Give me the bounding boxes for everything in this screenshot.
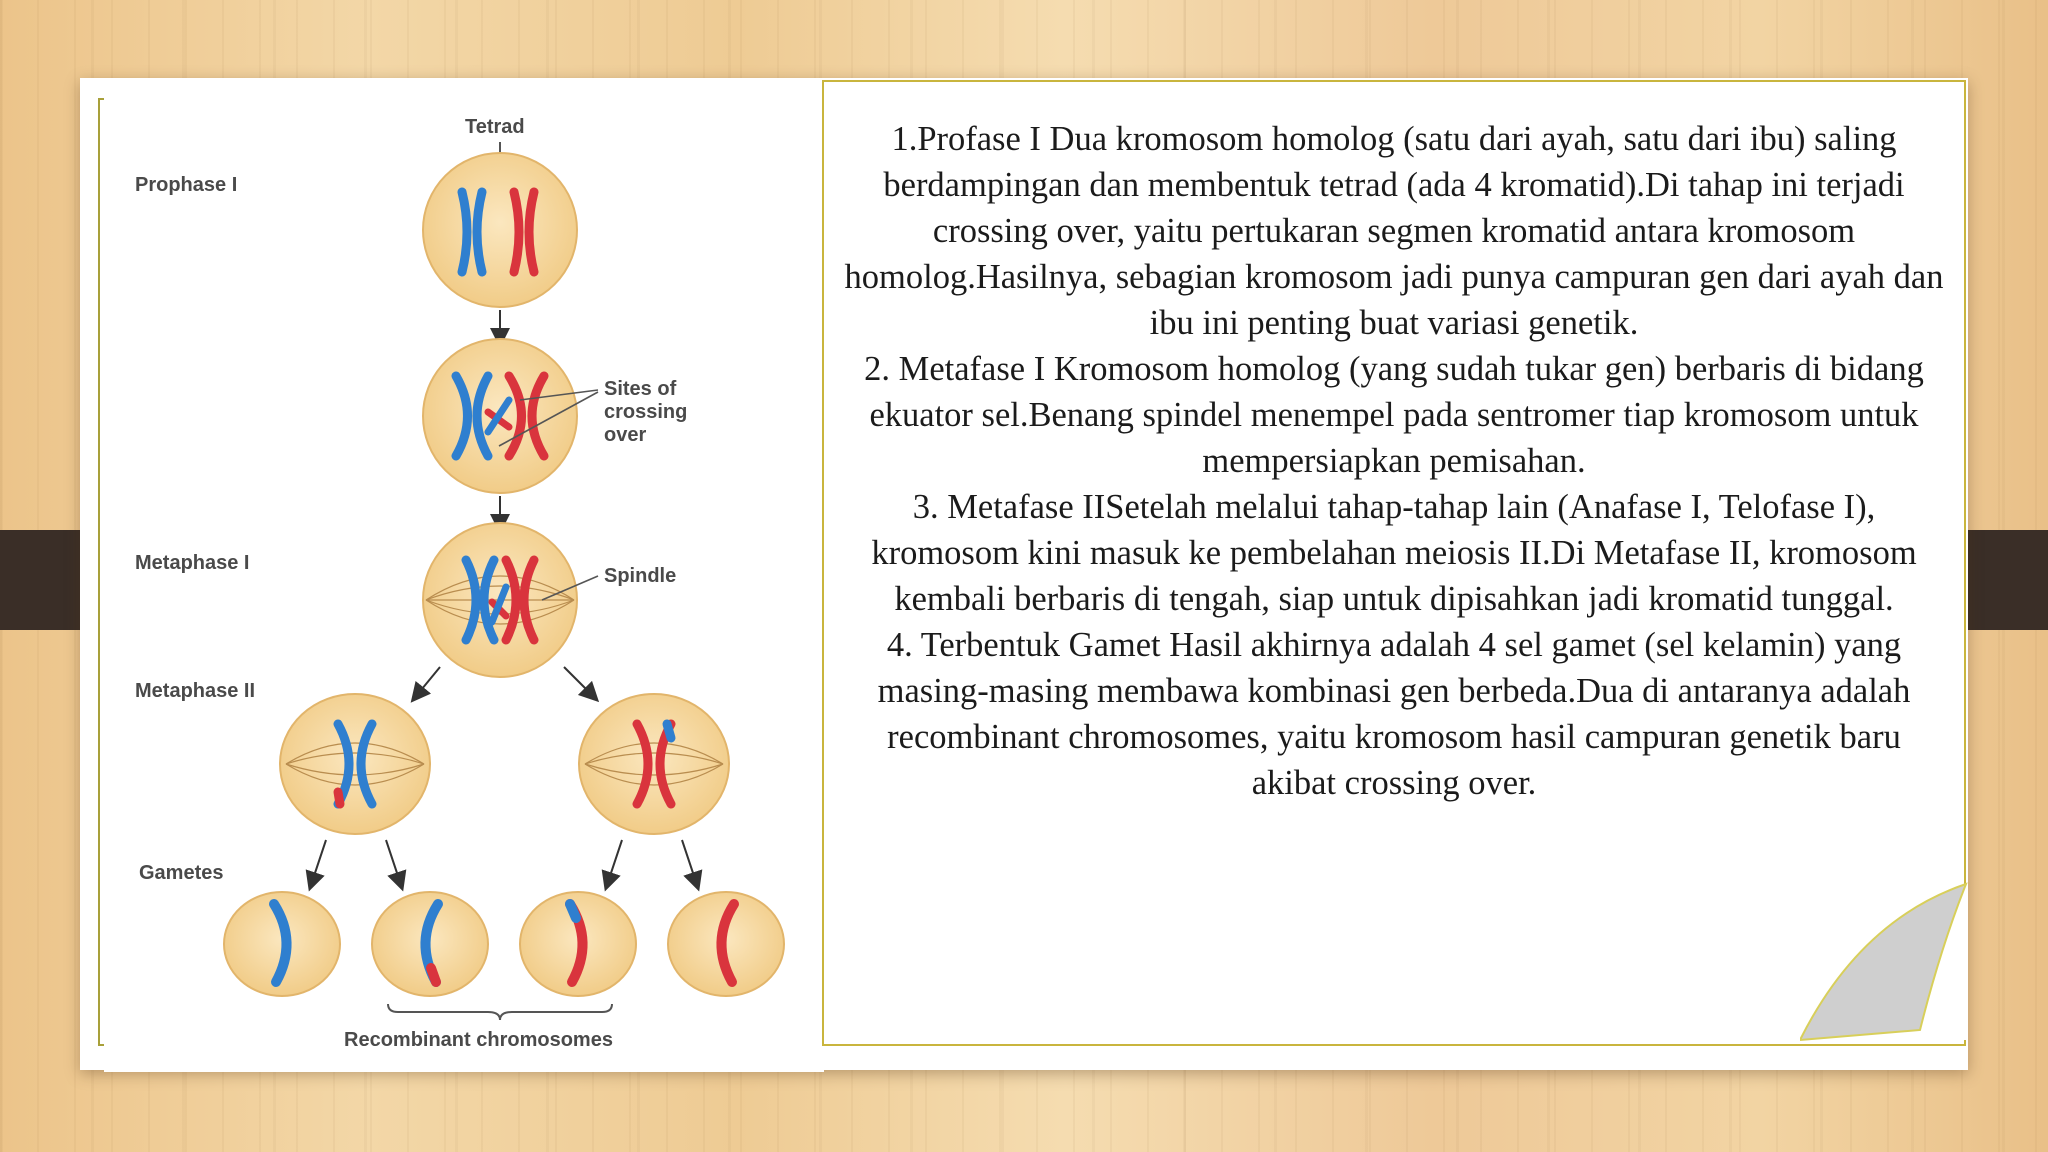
gamete-1 xyxy=(224,892,340,996)
label-prophase-1: Prophase I xyxy=(135,174,238,196)
arrow-gamete-3 xyxy=(608,840,622,882)
decorative-band-right xyxy=(1958,530,2048,630)
label-recombinant-chromosomes: Recombinant chromosomes xyxy=(344,1029,613,1051)
label-sites-line3: over xyxy=(604,424,647,446)
gamete-4 xyxy=(668,892,784,996)
page-curl-decoration xyxy=(1800,880,1970,1050)
label-sites-line1: Sites of xyxy=(604,378,677,400)
label-metaphase-2: Metaphase II xyxy=(135,680,256,702)
text-panel xyxy=(822,80,1966,1046)
meiosis-diagram-svg xyxy=(104,82,824,1072)
label-metaphase-1: Metaphase I xyxy=(135,552,250,574)
arrow-metaphase1-right xyxy=(564,667,592,695)
recombinant-bracket xyxy=(388,1004,612,1020)
metaphase-2-cell-left xyxy=(280,694,430,834)
arrow-gamete-4 xyxy=(682,840,696,882)
metaphase-1-cell xyxy=(423,523,577,677)
label-gametes: Gametes xyxy=(139,862,224,884)
label-spindle: Spindle xyxy=(604,565,677,587)
prophase-cell xyxy=(423,153,577,307)
gamete-2 xyxy=(372,892,488,996)
gamete-3 xyxy=(520,892,636,996)
arrow-gamete-2 xyxy=(386,840,400,882)
paragraph-metafase-2: 3. Metafase IISetelah melalui tahap-tahap lain (Anafase I, Telofase I), kromosom kini masuk ke pembelahan meiosis II.Di Metafase II, kromosom kembali berbaris di tengah, siap untuk dipisahkan jadi kromatid tunggal. xyxy=(871,488,1917,618)
label-sites-line2: crossing xyxy=(604,401,688,423)
arrow-gamete-1 xyxy=(312,840,326,882)
paragraph-profase-1: 1.Profase I Dua kromosom homolog (satu dari ayah, satu dari ibu) saling berdampingan dan membentuk tetrad (ada 4 kromatid).Di tahap ini terjadi crossing over, yaitu pertukaran segmen kromatid antara kromosom homolog.Hasilnya, sebagian kromosom jadi punya campuran gen dari ayah dan ibu ini penting buat variasi genetik. xyxy=(844,120,1944,342)
arrow-metaphase1-left xyxy=(417,667,440,695)
meiosis-diagram xyxy=(104,82,824,1072)
paragraph-metafase-1: 2. Metafase I Kromosom homolog (yang sudah tukar gen) berbaris di bidang ekuator sel.Benang spindel menempel pada sentromer tiap kromosom untuk mempersiapkan pemisahan. xyxy=(864,350,1924,480)
metaphase-2-cell-right xyxy=(579,694,729,834)
paragraph-gamet: 4. Terbentuk Gamet Hasil akhirnya adalah 4 sel gamet (sel kelamin) yang masing-masing membawa kombinasi gen berbeda.Dua di antaranya adalah recombinant chromosomes, yaitu kromosom hasil campuran genetik baru akibat crossing over. xyxy=(877,626,1911,802)
label-tetrad: Tetrad xyxy=(465,116,525,138)
description-text xyxy=(844,116,1944,806)
